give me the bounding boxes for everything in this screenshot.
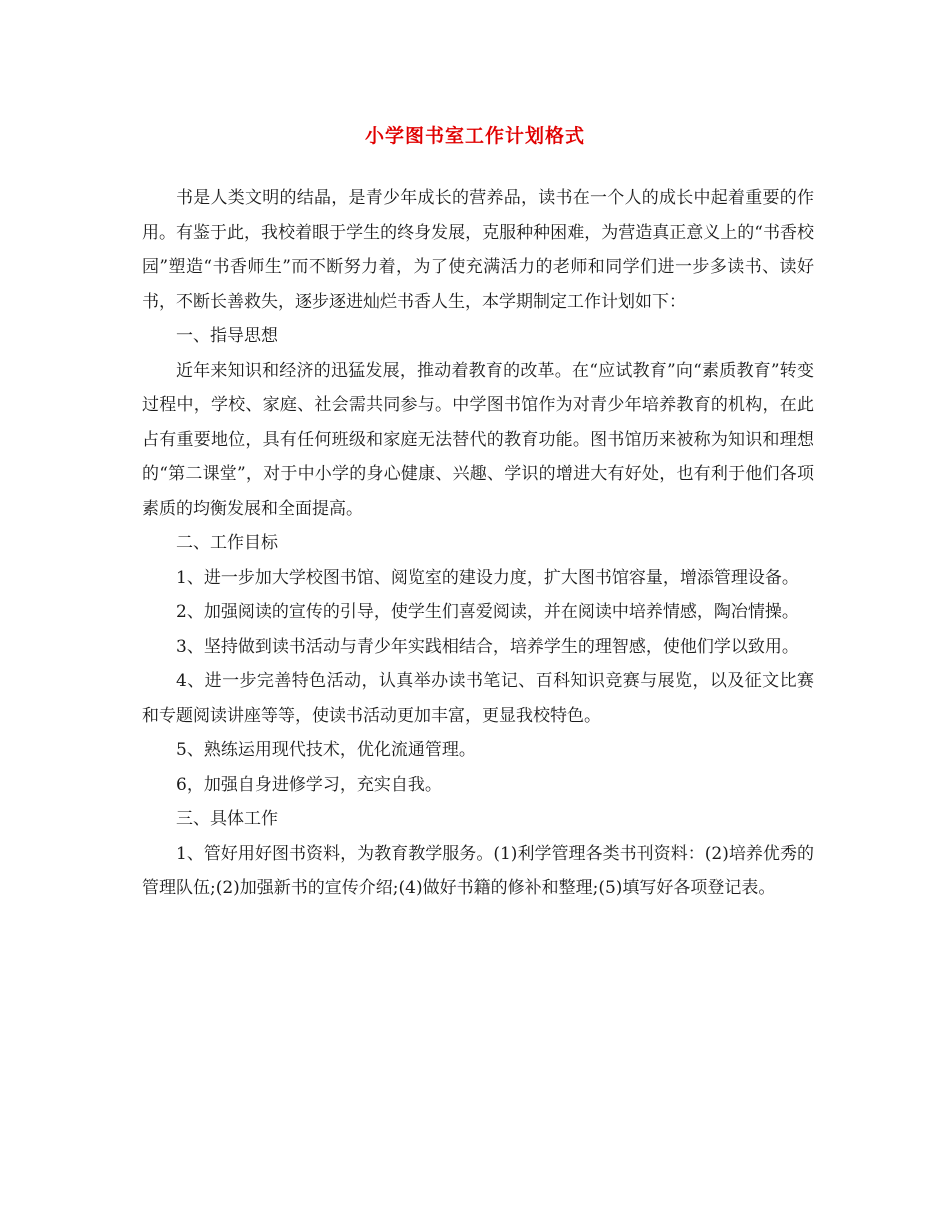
intro-paragraph: 书是人类文明的结晶，是青少年成长的营养品，读书在一个人的成长中起着重要的作用。有鉴于此，我校着眼于学生的终身发展，克服种种困难，为营造真正意义上的“书香校园”塑造“书香师生”而不断努力着，为了使充满活力的老师和同学们进一步多读书、读好书，不断长善救失，逐步逐进灿烂书香人生，本学期制定工作计划如下：: [142, 188, 814, 312]
section-heading-work-goals: 二、工作目标: [176, 533, 278, 553]
work-goal-item: 5、熟练运用现代技术，优化流通管理。: [176, 740, 476, 760]
specific-work-item: 1、管好用好图书资料，为教育教学服务。(1)利学管理各类书刊资料：(2)培养优秀的管理队伍;(2)加强新书的宣传介绍;(4)做好书籍的修补和整理;(5)填写好各项登记表。: [142, 843, 814, 898]
work-goal-item: 3、坚持做到读书活动与青少年实践相结合，培养学生的理智感，使他们学以致用。: [176, 636, 799, 657]
guiding-ideology-paragraph: 近年来知识和经济的迅猛发展，推动着教育的改革。在“应试教育”向“素质教育”转变过程中，学校、家庭、社会需共同参与。中学图书馆作为对青少年培养教育的机构，在此占有重要地位，具有任何班级和家庭无法替代的教育功能。图书馆历来被称为知识和理想的“第二课堂”，对于中小学的身心健康、兴趣、学识的增进大有好处，也有利于他们各项素质的均衡发展和全面提高。: [142, 360, 814, 519]
section-heading-guiding-ideology: 一、指导思想: [176, 326, 278, 346]
document-title: 小学图书室工作计划格式: [364, 125, 585, 147]
work-goal-item: 6，加强自身进修学习，充实自我。: [176, 774, 442, 795]
work-goal-item: 2、加强阅读的宣传的引导，使学生们喜爱阅读，并在阅读中培养情感，陶冶情操。: [176, 602, 799, 622]
work-goal-item: 4、进一步完善特色活动，认真举办读书笔记、百科知识竞赛与展览，以及征文比赛和专题阅读讲座等等，使读书活动更加丰富，更显我校特色。: [142, 671, 814, 726]
work-goal-item: 1、进一步加大学校图书馆、阅览室的建设力度，扩大图书馆容量，增添管理设备。: [176, 567, 799, 588]
section-heading-specific-work: 三、具体工作: [176, 809, 278, 829]
document-body: [142, 181, 814, 906]
